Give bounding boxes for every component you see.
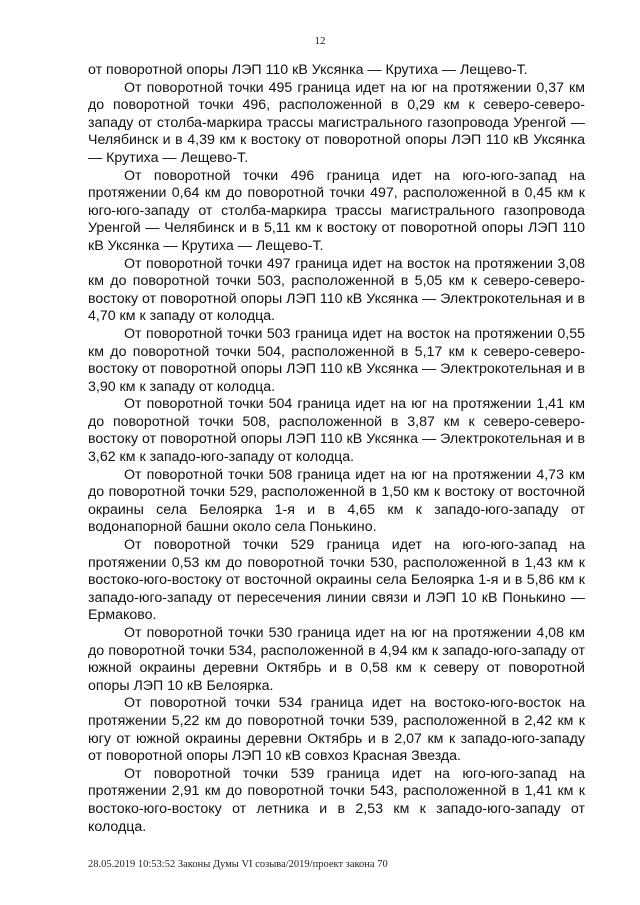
- document-body: [88, 62, 585, 836]
- paragraph-point-496: От поворотной точки 496 граница идет на юго-юго-запад на протяжении 0,64 км до поворотной точки 497, расположенной в 0,45 км к юго-юго-западу от столба-маркира трассы магистрального газопровода Уренгой — Челябинск и в 5,11 км к востоку от поворотной опоры ЛЭП 110 кВ Уксянка — Крутиха — Лещево-Т.: [88, 167, 585, 254]
- paragraph-point-504: От поворотной точки 504 граница идет на юг на протяжении 1,41 км до поворотной точки 508, расположенной в 3,87 км к северо-северо-востоку от поворотной опоры ЛЭП 110 кВ Уксянка — Электрокотельная и в 3,62 км к западо-юго-западу от колодца.: [88, 396, 585, 466]
- paragraph-continuation: от поворотной опоры ЛЭП 110 кВ Уксянка — Крутиха — Лещево-Т.: [88, 62, 528, 78]
- page-number: 12: [314, 35, 326, 47]
- paragraph-point-530: От поворотной точки 530 граница идет на юг на протяжении 4,08 км до поворотной точки 534, расположенной в 4,94 км к западо-юго-западу от южной окраины деревни Октябрь и в 0,58 км к северу от поворотной опоры ЛЭП 10 кВ Белоярка.: [88, 625, 585, 694]
- paragraph-point-529: От поворотной точки 529 граница идет на юго-юго-запад на протяжении 0,53 км до поворотной точки 530, расположенной в 1,43 км к востоко-юго-востоку от восточной окраины села Белоярка 1-я и в 5,86 км к западо-юго-западу от пересечения линии связи и ЛЭП 10 кВ Понькино — Ермаково.: [88, 537, 585, 624]
- paragraph-point-508: От поворотной точки 508 граница идет на юг на протяжении 4,73 км до поворотной точки 529, расположенной в 1,50 км к востоку от восточной окраины села Белоярка 1-я и в 4,65 км к западо-юго-западу от водонапорной башни около села Понькино.: [88, 466, 585, 536]
- paragraph-point-497: От поворотной точки 497 граница идет на восток на протяжении 3,08 км до поворотной точки 503, расположенной в 5,05 км к северо-северо-востоку от поворотной опоры ЛЭП 110 кВ Уксянка — Электрокотельная и в 4,70 км к западу от колодца.: [88, 255, 585, 325]
- paragraph-point-539: От поворотной точки 539 граница идет на юго-юго-запад на протяжении 2,91 км до поворотной точки 543, расположенной в 1,41 км к востоко-юго-востоку от летника и в 2,53 км к западо-юго-западу от колодца.: [88, 765, 585, 835]
- page-footer: 28.05.2019 10:53:52 Законы Думы VI созыва/2019/проект закона 70: [88, 859, 388, 870]
- paragraph-point-495: От поворотной точки 495 граница идет на юг на протяжении 0,37 км до поворотной точки 496, расположенной в 0,29 км к северо-северо-западу от столба-маркира трассы магистрального газопровода Уренгой — Челябинск и в 4,39 км к востоку от поворотной опоры ЛЭП 110 кВ Уксянка — Крутиха — Лещево-Т.: [88, 79, 585, 166]
- paragraph-point-534: От поворотной точки 534 граница идет на востоко-юго-восток на протяжении 5,22 км до поворотной точки 539, расположенной в 2,42 км к югу от южной окраины деревни Октябрь и в 2,07 км к западо-юго-западу от поворотной опоры ЛЭП 10 кВ совхоз Красная Звезда.: [88, 695, 585, 765]
- paragraph-point-503: От поворотной точки 503 граница идет на восток на протяжении 0,55 км до поворотной точки 504, расположенной в 5,17 км к северо-северо-востоку от поворотной опоры ЛЭП 110 кВ Уксянка — Электрокотельная и в 3,90 км к западу от колодца.: [88, 325, 585, 395]
